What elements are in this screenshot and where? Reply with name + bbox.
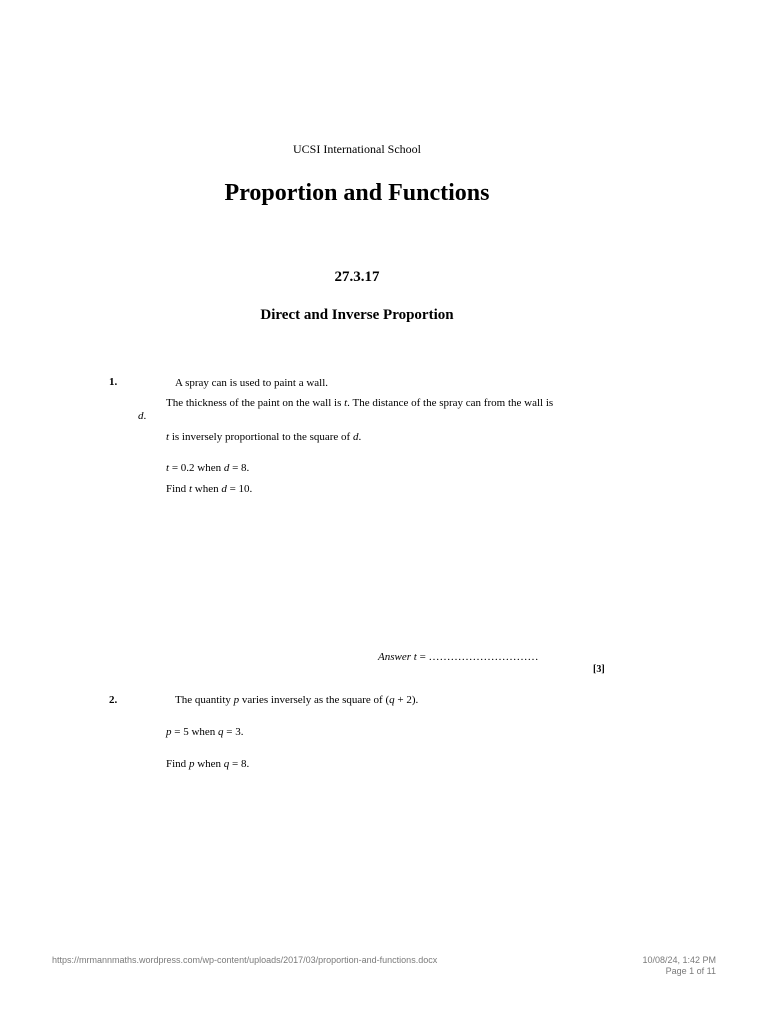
section-subtitle: Direct and Inverse Proportion <box>260 307 454 323</box>
question-2-line-2: p = 5 when q = 3. <box>166 726 244 738</box>
question-1-line-5: t = 0.2 when d = 8. <box>166 462 250 474</box>
question-2-line-3: Find p when q = 8. <box>166 758 250 770</box>
question-1-line-2: The thickness of the paint on the wall is t. The distance of the spray can from the wall is <box>166 397 554 409</box>
school-name: UCSI International School <box>293 142 421 156</box>
document-title: Proportion and Functions <box>224 180 490 206</box>
question-1-line-6: Find t when d = 10. <box>166 483 253 495</box>
question-1-answer-line: Answer t = ………………………… <box>378 651 539 663</box>
question-1-number: 1. <box>109 376 118 388</box>
footer-url: https://mrmannmaths.wordpress.com/wp-content/uploads/2017/03/proportion-and-functions.docx <box>52 955 438 965</box>
question-1-line-1: A spray can is used to paint a wall. <box>175 377 329 389</box>
question-2-number: 2. <box>109 694 118 706</box>
question-1-marks: [3] <box>593 664 605 675</box>
question-1-line-3: d. <box>138 410 147 422</box>
footer-page-number: Page 1 of 11 <box>665 966 716 976</box>
question-2-line-1: The quantity p varies inversely as the square of (q + 2). <box>175 694 419 706</box>
question-1-line-4: t is inversely proportional to the square of d. <box>166 431 362 443</box>
document-date: 27.3.17 <box>334 269 380 285</box>
footer-datetime: 10/08/24, 1:42 PM <box>642 955 716 965</box>
